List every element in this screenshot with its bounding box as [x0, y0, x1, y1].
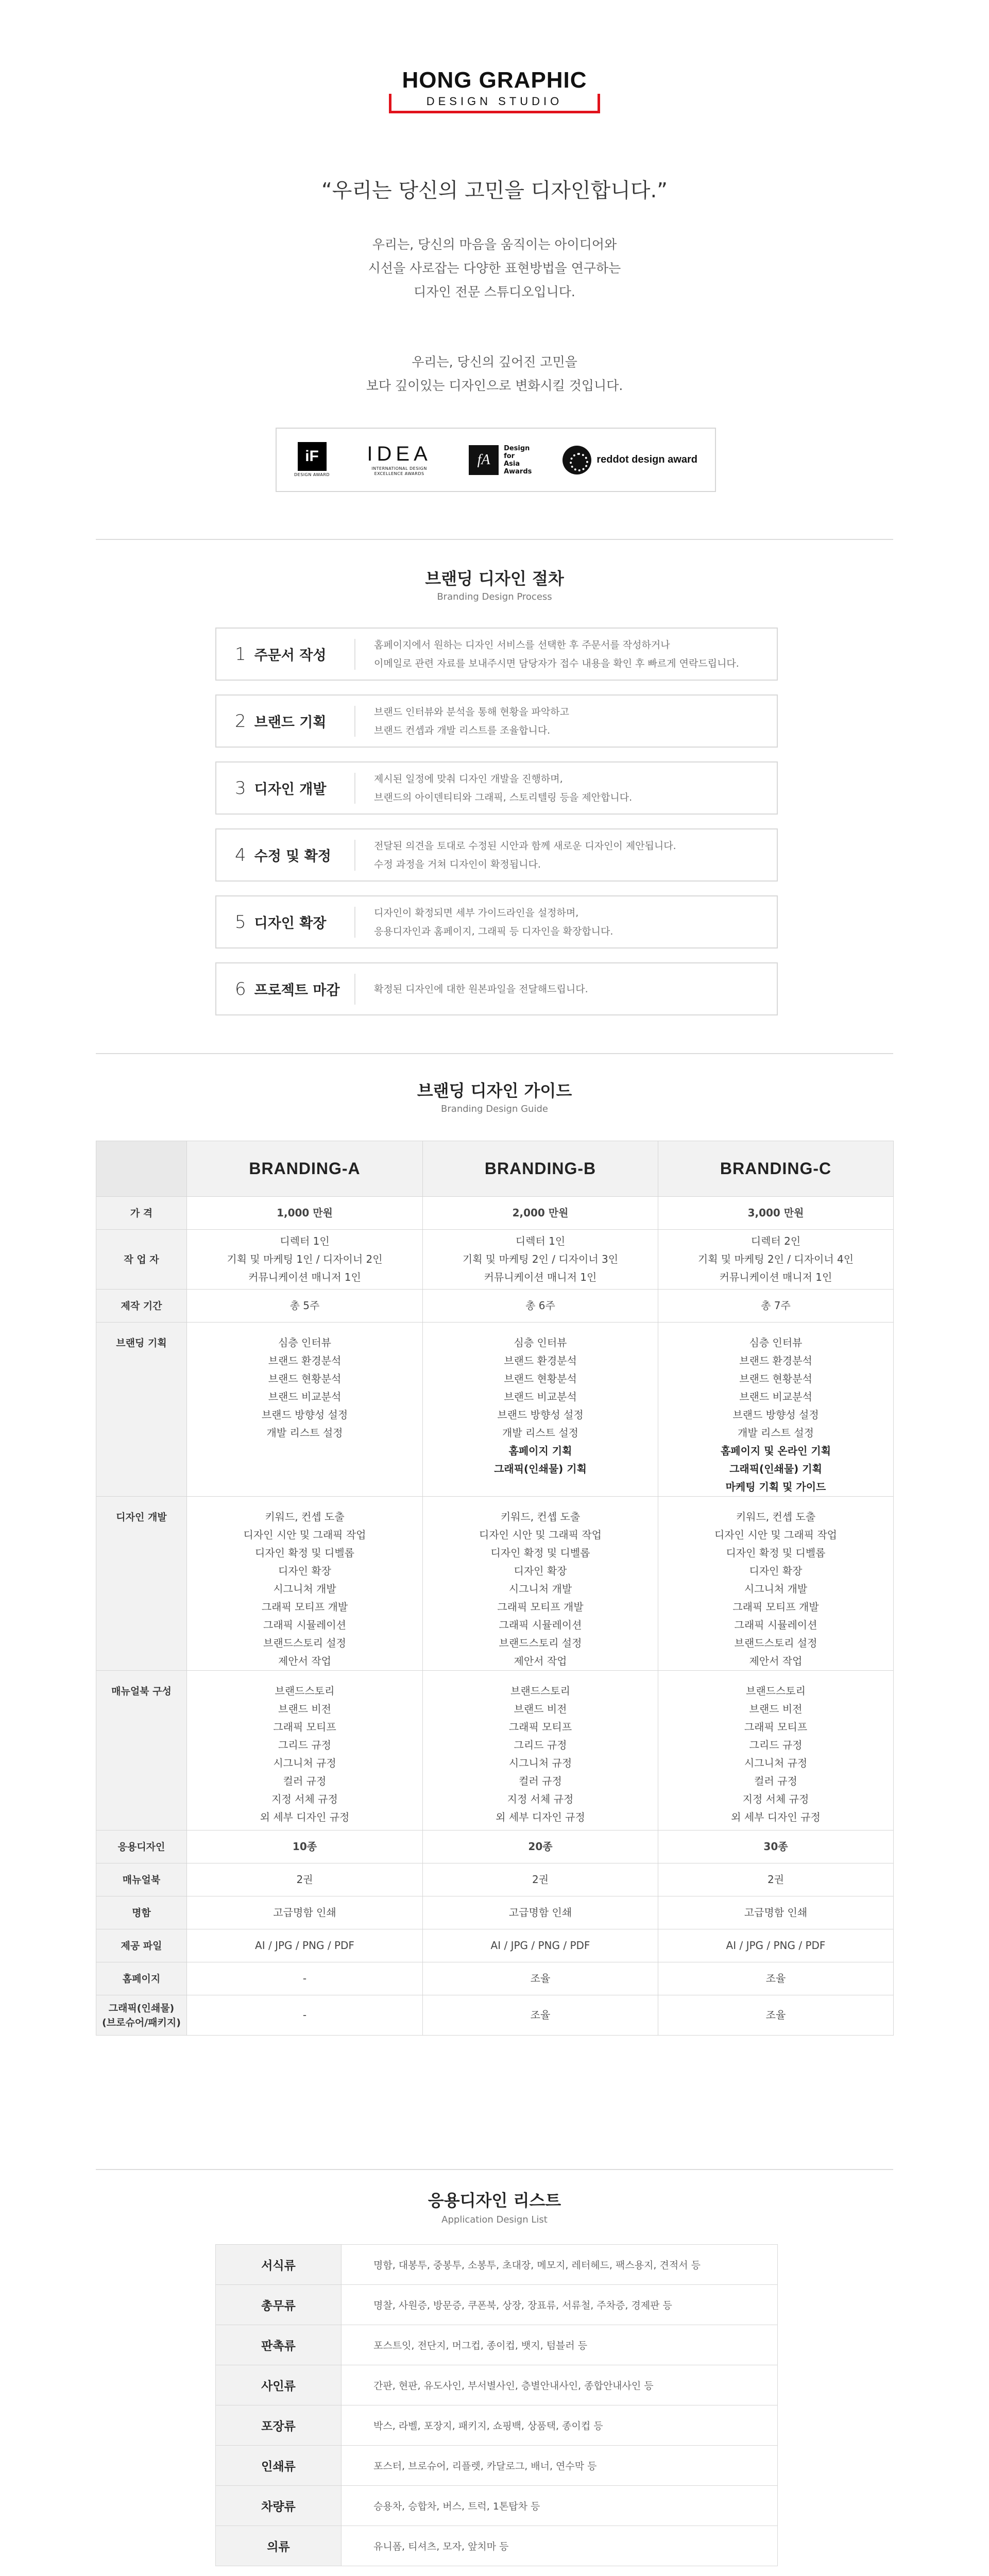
guide-cell-line: 브랜드 현황분석 [739, 1372, 812, 1385]
if-mark: iF [298, 442, 327, 471]
guide-cell-line: 컬러 규정 [754, 1775, 797, 1787]
guide-cell [658, 1831, 894, 1863]
guide-row-label-line: 매뉴얼북 구성 [111, 1686, 172, 1697]
step-head [216, 974, 355, 1005]
guide-cell-line: 디자인 확장 [278, 1565, 331, 1577]
guide-row-label [96, 1230, 187, 1290]
guide-cell-line: 고급명함 인쇄 [508, 1906, 572, 1919]
guide-row-label-line: 제작 기간 [121, 1300, 162, 1312]
guide-row [96, 1197, 894, 1230]
section-divider [96, 1053, 893, 1054]
guide-cell [658, 1323, 894, 1497]
step-head [216, 907, 355, 938]
guide-cell [423, 1863, 658, 1896]
guide-cell-line: 디렉터 1인 [515, 1235, 566, 1247]
guide-cell-line: 기획 및 마케팅 2인 / 디자이너 3인 [462, 1253, 619, 1265]
guide-cell [423, 1230, 658, 1290]
guide-cell-line: - [302, 1972, 307, 1985]
guide-cell-line: 조율 [530, 2009, 551, 2021]
reddot-award-logo [562, 446, 697, 474]
guide-cell-line: - [302, 2009, 307, 2021]
intro-paragraph-1 [0, 233, 989, 304]
guide-row [96, 1290, 894, 1323]
step-number: 2 [235, 710, 246, 732]
guide-cell-line: 브랜드스토리 설정 [263, 1637, 346, 1649]
guide-cell [423, 1962, 658, 1995]
applist-category: 인쇄류 [216, 2446, 342, 2486]
guide-cell [658, 1995, 894, 2036]
process-step [215, 895, 778, 948]
guide-cell [658, 1497, 894, 1671]
process-steps [215, 628, 778, 1029]
applist-title: 응용디자인 리스트 [428, 2191, 561, 2210]
guide-cell [187, 1831, 423, 1863]
guide-cell-line: 2권 [767, 1873, 785, 1886]
guide-cell-line: 2,000 만원 [512, 1207, 569, 1219]
guide-cell [658, 1929, 894, 1962]
guide-cell-line: 브랜드스토리 [746, 1685, 806, 1697]
guide-cell-line: 시그니처 개발 [273, 1583, 336, 1595]
guide-cell-line: 마케팅 기획 및 가이드 [725, 1481, 826, 1493]
applist-items: 포스터, 브로슈어, 리플렛, 카달로그, 배너, 연수막 등 [342, 2446, 778, 2486]
guide-cell-line: AI / JPG / PNG / PDF [490, 1939, 590, 1952]
guide-cell-line: 총 6주 [525, 1299, 555, 1312]
guide-row [96, 1230, 894, 1290]
awards-box [276, 428, 716, 492]
guide-row-label [96, 1962, 187, 1995]
step-head [216, 639, 355, 670]
guide-cell-line: 2권 [532, 1873, 549, 1886]
applist-category: 판촉류 [216, 2325, 342, 2365]
guide-corner-cell [96, 1141, 187, 1197]
logo-sub-text: DESIGN STUDIO [419, 95, 570, 108]
step-description [355, 837, 676, 874]
process-title: 브랜딩 디자인 절차 [425, 569, 564, 588]
guide-cell-line: 브랜드 환경분석 [268, 1354, 342, 1367]
guide-cell-line: 제안서 작업 [514, 1655, 567, 1667]
guide-cell-line: 심층 인터뷰 [514, 1336, 567, 1349]
guide-cell-line: 총 7주 [761, 1299, 791, 1312]
dfa-line: Design [504, 444, 530, 452]
step-desc-line: 응용디자인과 홈페이지, 그래픽 등 디자인을 확장합니다. [374, 925, 613, 937]
guide-row-label [96, 1497, 187, 1671]
dfa-line: Awards [504, 467, 532, 476]
guide-cell-line: 브랜드 비교분석 [504, 1391, 577, 1403]
step-title: 브랜드 기획 [254, 715, 327, 731]
guide-row [96, 1863, 894, 1896]
step-desc-line: 전달된 의견을 토대로 수정된 시안과 함께 새로운 디자인이 제안됩니다. [374, 840, 676, 852]
dfa-award-logo [469, 445, 532, 476]
guide-cell [423, 1671, 658, 1831]
guide-cell-line: 브랜드 방향성 설정 [261, 1409, 348, 1421]
guide-cell-line: 브랜드 방향성 설정 [732, 1409, 819, 1421]
guide-cell [423, 1896, 658, 1929]
step-desc-line: 홈페이지에서 원하는 디자인 서비스를 선택한 후 주문서를 작성하거나 [374, 639, 670, 651]
guide-cell-line: 브랜드스토리 설정 [499, 1637, 582, 1649]
guide-cell-line: 그래픽 모티프 개발 [497, 1601, 584, 1613]
guide-cell-line: 시그니처 개발 [508, 1583, 572, 1595]
step-number: 5 [235, 911, 246, 933]
studio-logo [0, 67, 989, 125]
guide-cell-line: 지정 서체 규정 [271, 1793, 338, 1805]
intro-line: 우리는, 당신의 깊어진 고민을 [412, 354, 577, 369]
guide-cell-line: 그래픽 모티프 개발 [732, 1601, 819, 1613]
idea-award-logo [361, 443, 438, 477]
if-award-logo [294, 442, 330, 478]
applist-row [216, 2446, 778, 2486]
guide-cell-line: 브랜드 비전 [749, 1703, 803, 1715]
guide-cell-line: 브랜드스토리 [275, 1685, 335, 1697]
guide-cell-line: 그리드 규정 [514, 1739, 567, 1751]
step-description [355, 980, 588, 998]
guide-cell-line: 그래픽 시뮬레이션 [499, 1619, 582, 1631]
column-header: BRANDING-C [658, 1141, 894, 1197]
applist-row [216, 2285, 778, 2325]
guide-cell-line: 지정 서체 규정 [507, 1793, 574, 1805]
logo-main-text: HONG GRAPHIC [402, 67, 587, 93]
guide-cell-line: 커뮤니케이션 매니저 1인 [719, 1271, 832, 1283]
applist-category: 차량류 [216, 2486, 342, 2526]
applist-items: 승용차, 승합차, 버스, 트럭, 1톤탑차 등 [342, 2486, 778, 2526]
guide-cell-line: 브랜드 비전 [278, 1703, 331, 1715]
guide-cell [423, 1197, 658, 1230]
guide-cell-line: 디자인 시안 및 그래픽 작업 [479, 1529, 602, 1541]
guide-cell [658, 1197, 894, 1230]
applist-row [216, 2325, 778, 2365]
guide-cell-line: 그래픽 모티프 개발 [261, 1601, 348, 1613]
section-divider [96, 2169, 893, 2170]
applist-category: 의류 [216, 2526, 342, 2566]
guide-cell [423, 1831, 658, 1863]
step-description [355, 636, 739, 673]
guide-cell-line: 브랜드 환경분석 [504, 1354, 577, 1367]
guide-table-body [96, 1197, 894, 2036]
guide-row [96, 1671, 894, 1831]
guide-cell-line: 조율 [765, 1972, 786, 1985]
guide-subtitle: Branding Design Guide [441, 1104, 548, 1114]
guide-cell [423, 1290, 658, 1323]
guide-row-label [96, 1831, 187, 1863]
guide-cell-line: 브랜드 현황분석 [268, 1372, 342, 1385]
applist-items: 명함, 대봉투, 중봉투, 소봉투, 초대장, 메모지, 레터헤드, 팩스용지, 견적서 등 [342, 2245, 778, 2285]
guide-cell-line: 디렉터 2인 [751, 1235, 801, 1247]
section-divider [96, 539, 893, 540]
guide-cell [658, 1230, 894, 1290]
guide-cell-line: 키워드, 컨셉 도출 [736, 1511, 816, 1523]
idea-mark: IDEA [367, 443, 432, 465]
guide-row-label [96, 1290, 187, 1323]
guide-cell [187, 1929, 423, 1962]
guide-cell-line: 10종 [292, 1840, 317, 1853]
applist-category: 총무류 [216, 2285, 342, 2325]
guide-row-label-line: 그래픽(인쇄물) [108, 2002, 175, 2014]
guide-cell-line: 디자인 확장 [749, 1565, 803, 1577]
step-number: 3 [235, 777, 246, 799]
guide-cell-line: 개발 리스트 설정 [266, 1427, 343, 1439]
guide-table [96, 1141, 894, 2036]
guide-row-label-line: 명함 [132, 1907, 151, 1919]
process-step [215, 828, 778, 882]
guide-row-label-line: 매뉴얼북 [122, 1874, 161, 1886]
guide-cell-line: 커뮤니케이션 매니저 1인 [484, 1271, 597, 1283]
guide-cell [187, 1230, 423, 1290]
dfa-text [504, 445, 532, 476]
guide-cell-line: AI / JPG / PNG / PDF [726, 1939, 826, 1952]
guide-cell [658, 1863, 894, 1896]
step-head [216, 706, 355, 737]
guide-cell-line: 심층 인터뷰 [278, 1336, 331, 1349]
step-desc-line: 확정된 디자인에 대한 원본파일을 전달해드립니다. [374, 983, 588, 995]
guide-cell-line: 시그니처 개발 [744, 1583, 808, 1595]
applist-items: 명찰, 사원증, 방문증, 쿠폰북, 상장, 장표류, 서류철, 주차증, 경제판 등 [342, 2285, 778, 2325]
step-description [355, 904, 613, 941]
step-description [355, 770, 632, 807]
dfa-line: Asia [504, 460, 520, 468]
step-description [355, 703, 569, 740]
intro-paragraph-2 [0, 350, 989, 398]
step-desc-line: 디자인이 확정되면 세부 가이드라인을 설정하며, [374, 907, 579, 919]
step-title: 수정 및 확정 [254, 849, 331, 865]
application-list-body [216, 2245, 778, 2566]
guide-cell [187, 1962, 423, 1995]
guide-cell-line: 외 세부 디자인 규정 [260, 1811, 350, 1823]
guide-cell-line: 홈페이지 기획 [508, 1445, 572, 1457]
idea-caption: INTERNATIONAL DESIGN EXCELLENCE AWARDS [371, 466, 427, 476]
applist-row [216, 2405, 778, 2446]
process-step [215, 761, 778, 815]
guide-cell-line: 브랜드 방향성 설정 [497, 1409, 584, 1421]
logo-sub-wrap [389, 94, 600, 125]
guide-cell-line: 브랜드 비교분석 [739, 1391, 812, 1403]
applist-category: 사인류 [216, 2365, 342, 2405]
guide-cell-line: 브랜드 환경분석 [739, 1354, 812, 1367]
guide-cell-line: 개발 리스트 설정 [502, 1427, 578, 1439]
guide-cell [658, 1962, 894, 1995]
guide-row-label-line: 브랜딩 기획 [116, 1337, 167, 1349]
guide-cell-line: AI / JPG / PNG / PDF [255, 1939, 354, 1952]
guide-cell-line: 키워드, 컨셉 도출 [500, 1511, 581, 1523]
guide-cell-line: 외 세부 디자인 규정 [731, 1811, 821, 1823]
applist-category: 서식류 [216, 2245, 342, 2285]
guide-cell [187, 1497, 423, 1671]
guide-cell-line: 키워드, 컨셉 도출 [265, 1511, 345, 1523]
dfa-mark: fA [469, 445, 499, 475]
step-desc-line: 브랜드 컨셉과 개발 리스트를 조율합니다. [374, 724, 551, 736]
guide-cell [187, 1290, 423, 1323]
applist-row [216, 2526, 778, 2566]
application-list-table [215, 2244, 778, 2566]
guide-row-label [96, 1197, 187, 1230]
guide-cell-line: 심층 인터뷰 [749, 1336, 803, 1349]
guide-cell [658, 1896, 894, 1929]
process-subtitle: Branding Design Process [437, 591, 552, 602]
guide-cell-line: 브랜드스토리 설정 [734, 1637, 817, 1649]
guide-row-label-line: 제공 파일 [121, 1940, 162, 1952]
guide-row-label-line: 홈페이지 [122, 1973, 161, 1985]
guide-row-label [96, 1896, 187, 1929]
process-step [215, 628, 778, 681]
guide-cell-line: 디자인 시안 및 그래픽 작업 [243, 1529, 366, 1541]
guide-cell-line: 디자인 확정 및 디벨롭 [255, 1547, 354, 1559]
guide-row-label-line: 작 업 자 [124, 1253, 159, 1265]
guide-cell-line: 그래픽(인쇄물) 기획 [729, 1463, 822, 1475]
guide-cell-line: 브랜드 비전 [514, 1703, 567, 1715]
intro-line: 우리는, 당신의 마음을 움직이는 아이디어와 [372, 237, 617, 252]
step-head [216, 840, 355, 871]
guide-cell-line: 디자인 확장 [514, 1565, 567, 1577]
guide-cell-line: 디렉터 1인 [280, 1235, 330, 1247]
guide-cell-line: 기획 및 마케팅 1인 / 디자이너 2인 [227, 1253, 383, 1265]
guide-cell-line: 디자인 시안 및 그래픽 작업 [714, 1529, 837, 1541]
guide-row-label [96, 1323, 187, 1497]
applist-items: 간판, 현판, 유도사인, 부서별사인, 층별안내사인, 종합안내사인 등 [342, 2365, 778, 2405]
guide-cell-line: 그래픽(인쇄물) 기획 [494, 1463, 587, 1475]
applist-row [216, 2486, 778, 2526]
guide-row [96, 1497, 894, 1671]
guide-row-label-line: 가 격 [130, 1207, 153, 1219]
guide-cell-line: 제안서 작업 [278, 1655, 331, 1667]
guide-cell [187, 1671, 423, 1831]
step-title: 프로젝트 마감 [254, 982, 340, 998]
guide-cell-line: 홈페이지 및 온라인 기획 [720, 1445, 831, 1457]
guide-cell-line: 고급명함 인쇄 [744, 1906, 808, 1919]
guide-cell-line: 기획 및 마케팅 2인 / 디자이너 4인 [697, 1253, 854, 1265]
intro-quote: “우리는 당신의 고민을 디자인합니다.” [321, 179, 668, 202]
guide-cell [423, 1995, 658, 2036]
guide-cell [423, 1323, 658, 1497]
guide-cell-line: 컬러 규정 [283, 1775, 327, 1787]
guide-cell-line: 조율 [765, 2009, 786, 2021]
guide-cell-line: 디자인 확정 및 디벨롭 [490, 1547, 590, 1559]
guide-cell-line: 고급명함 인쇄 [273, 1906, 336, 1919]
reddot-text: reddot design award [596, 454, 697, 465]
guide-cell-line: 그래픽 시뮬레이션 [263, 1619, 346, 1631]
guide-cell-line: 컬러 규정 [519, 1775, 562, 1787]
if-caption: DESIGN AWARD [294, 472, 330, 477]
guide-cell-line: 브랜드 비교분석 [268, 1391, 342, 1403]
guide-cell [187, 1863, 423, 1896]
guide-cell-line: 그래픽 모티프 [508, 1721, 572, 1733]
step-title: 디자인 확장 [254, 916, 327, 931]
guide-cell-line: 2권 [296, 1873, 313, 1886]
applist-items: 유니폼, 티셔츠, 모자, 앞치마 등 [342, 2526, 778, 2566]
guide-cell-line: 그래픽 모티프 [273, 1721, 336, 1733]
guide-cell-line: 3,000 만원 [747, 1207, 804, 1219]
step-desc-line: 브랜드 인터뷰와 분석을 통해 현황을 파악하고 [374, 706, 569, 718]
step-number: 6 [235, 978, 246, 999]
guide-cell-line: 그리드 규정 [749, 1739, 803, 1751]
step-title: 디자인 개발 [254, 782, 327, 798]
guide-cell-line: 제안서 작업 [749, 1655, 803, 1667]
applist-items: 포스트잇, 전단지, 머그컵, 종이컵, 뱃지, 텀블러 등 [342, 2325, 778, 2365]
applist-items: 박스, 라벨, 포장지, 패키지, 쇼핑백, 상품택, 종이컵 등 [342, 2405, 778, 2446]
guide-cell-line: 20종 [528, 1840, 553, 1853]
guide-cell-line: 총 5주 [289, 1299, 320, 1312]
guide-cell-line: 개발 리스트 설정 [738, 1427, 814, 1439]
applist-subtitle: Application Design List [441, 2214, 548, 2225]
guide-cell-line: 그래픽 시뮬레이션 [734, 1619, 817, 1631]
guide-title: 브랜딩 디자인 가이드 [417, 1081, 572, 1100]
guide-cell-line: 브랜드 현황분석 [504, 1372, 577, 1385]
intro-line: 디자인 전문 스튜디오입니다. [414, 284, 575, 299]
step-title: 주문서 작성 [254, 648, 327, 664]
guide-cell [423, 1929, 658, 1962]
process-step [215, 962, 778, 1015]
dfa-line: for [504, 452, 515, 460]
column-header: BRANDING-B [423, 1141, 658, 1197]
guide-cell-line: 디자인 확정 및 디벨롭 [726, 1547, 826, 1559]
guide-cell-line: 커뮤니케이션 매니저 1인 [248, 1271, 361, 1283]
guide-cell-line: 조율 [530, 1972, 551, 1985]
guide-row-label-line: 디자인 개발 [116, 1512, 167, 1523]
guide-row [96, 1995, 894, 2036]
intro-line: 시선을 사로잡는 다양한 표현방법을 연구하는 [368, 261, 621, 276]
step-desc-line: 수정 과정을 거쳐 디자인이 확정됩니다. [374, 858, 541, 870]
guide-row-label [96, 1995, 187, 2036]
guide-row [96, 1896, 894, 1929]
guide-cell-line: 그래픽 모티프 [744, 1721, 808, 1733]
guide-cell [658, 1290, 894, 1323]
guide-row [96, 1962, 894, 1995]
step-number: 4 [235, 844, 246, 866]
guide-cell [187, 1197, 423, 1230]
guide-row-label [96, 1671, 187, 1831]
guide-cell-line: 그리드 규정 [278, 1739, 331, 1751]
guide-cell-line: 시그니처 규정 [273, 1757, 336, 1769]
guide-row-label [96, 1863, 187, 1896]
guide-cell-line: 지정 서체 규정 [742, 1793, 809, 1805]
guide-cell [187, 1323, 423, 1497]
guide-cell [658, 1671, 894, 1831]
step-head [216, 773, 355, 804]
step-desc-line: 이메일로 관련 자료를 보내주시면 담당자가 접수 내용을 확인 후 빠르게 연락드립니다. [374, 657, 739, 669]
guide-cell-line: 30종 [763, 1840, 788, 1853]
step-desc-line: 제시된 일정에 맞춰 디자인 개발을 진행하며, [374, 773, 563, 785]
process-step [215, 694, 778, 748]
guide-cell-line: 1,000 만원 [277, 1207, 333, 1219]
guide-row-label-line: (브로슈어/패키지) [102, 2016, 181, 2028]
guide-cell-line: 시그니처 규정 [744, 1757, 808, 1769]
step-number: 1 [235, 643, 246, 665]
guide-cell-line: 시그니처 규정 [508, 1757, 572, 1769]
guide-row [96, 1831, 894, 1863]
applist-row [216, 2365, 778, 2405]
reddot-icon [562, 446, 591, 474]
guide-cell [187, 1896, 423, 1929]
guide-cell [423, 1497, 658, 1671]
guide-cell-line: 브랜드스토리 [510, 1685, 570, 1697]
guide-row-label [96, 1929, 187, 1962]
column-header: BRANDING-A [187, 1141, 423, 1197]
step-desc-line: 브랜드의 아이덴티티와 그래픽, 스토리텔링 등을 제안합니다. [374, 791, 633, 803]
guide-row [96, 1929, 894, 1962]
guide-cell [187, 1995, 423, 2036]
applist-row [216, 2245, 778, 2285]
guide-cell-line: 외 세부 디자인 규정 [496, 1811, 585, 1823]
guide-header-row [96, 1141, 894, 1197]
applist-category: 포장류 [216, 2405, 342, 2446]
intro-line: 보다 깊이있는 디자인으로 변화시킬 것입니다. [366, 378, 623, 393]
guide-row [96, 1323, 894, 1497]
guide-row-label-line: 응용디자인 [117, 1841, 165, 1853]
